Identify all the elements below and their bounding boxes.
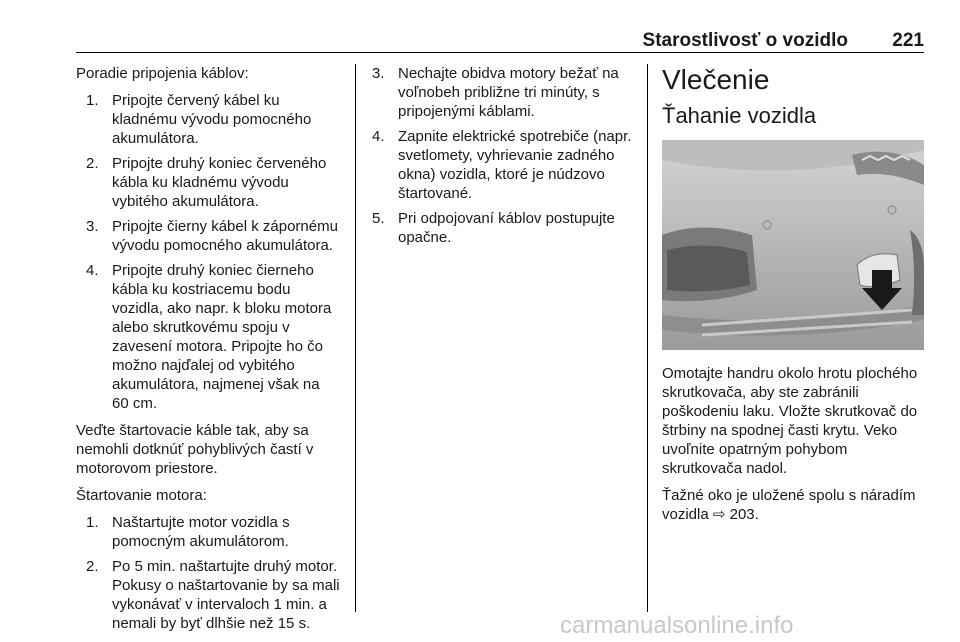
step-text: Pripojte červený kábel ku kladnému vývodu pomocného akumulátora.: [112, 92, 312, 147]
column-middle: [372, 64, 634, 255]
list-item: [86, 154, 340, 211]
instruction-paragraph: Omotajte handru okolo hrotu plochého skrutkovača, aby ste zabránili poškodeniu laku. Vložte skrutkovač do štrbiny na spodnej časti krytu. Veko uvoľnite opatrným pohybom skrutkovača nadol.: [662, 365, 918, 477]
watermark-text: carmanualsonline.info: [560, 612, 794, 639]
step-number: 2.: [86, 155, 99, 172]
step-number: 1.: [86, 92, 99, 109]
list-item: [372, 127, 634, 203]
step-number: 3.: [372, 65, 385, 82]
step-number: 5.: [372, 210, 385, 227]
list-item: [86, 91, 340, 148]
step-text: Pripojte čierny kábel k zápornému vývodu pomocného akumulátora.: [112, 218, 338, 254]
step-text: Pripojte druhý koniec červeného kábla ku kladnému vývodu vybitého akumulátora.: [112, 155, 327, 210]
step-text: Pripojte druhý koniec čierneho kábla ku kostriacemu bodu vozidla, ako napr. k bloku motora alebo skrutkovému spoju v zavesení motora. Pripojte ho čo možno najďalej od vybitého akumulátora, najmenej však na 60 cm.: [112, 262, 332, 412]
column-divider: [355, 64, 356, 612]
subsection-heading: Ťahanie vozidla: [662, 103, 817, 128]
start-steps-list: [76, 513, 340, 633]
list-item: [86, 217, 340, 255]
list-item: [86, 513, 340, 551]
step-text: Zapnite elektrické spotrebiče (napr. svetlomety, vyhrievanie zadného okna) vozidla, ktoré je núdzovo štartované.: [398, 128, 632, 202]
step-number: 2.: [86, 558, 99, 575]
tow-eye-paragraph: Ťažné oko je uložené spolu s náradím vozidla ⇨ 203.: [662, 487, 916, 523]
step-text: Naštartujte motor vozidla s pomocným akumulátorom.: [112, 514, 290, 550]
list-item: [372, 209, 634, 247]
list-item: [86, 557, 340, 633]
cable-order-intro: Poradie pripojenia káblov:: [76, 65, 249, 82]
step-text: Po 5 min. naštartujte druhý motor. Pokusy o naštartovanie by sa mali vykonávať v intervaloch 1 min. a nemali by byť dlhšie než 15 s.: [112, 558, 340, 632]
list-item: [86, 261, 340, 413]
step-number: 4.: [86, 262, 99, 279]
page-header: [76, 30, 924, 53]
column-left: [76, 64, 340, 641]
column-right: [662, 64, 924, 532]
engine-start-title: Štartovanie motora:: [76, 487, 207, 504]
continue-steps-list: [372, 64, 634, 247]
cable-steps-list: [76, 91, 340, 413]
step-number: 3.: [86, 218, 99, 235]
section-title: Starostlivosť o vozidlo: [642, 30, 848, 51]
column-divider: [647, 64, 648, 612]
step-number: 1.: [86, 514, 99, 531]
step-text: Nechajte obidva motory bežať na voľnobeh približne tri minúty, s pripojenými káblami.: [398, 65, 619, 120]
step-text: Pri odpojovaní káblov postupujte opačne.: [398, 210, 615, 246]
page-number: 221: [892, 30, 924, 51]
bumper-cover-illustration: [662, 140, 924, 350]
step-number: 4.: [372, 128, 385, 145]
cable-routing-paragraph: Veďte štartovacie káble tak, aby sa nemohli dotknúť pohyblivých častí v motorovom priestore.: [76, 422, 314, 477]
list-item: [372, 64, 634, 121]
section-heading: Vlečenie: [662, 64, 770, 95]
